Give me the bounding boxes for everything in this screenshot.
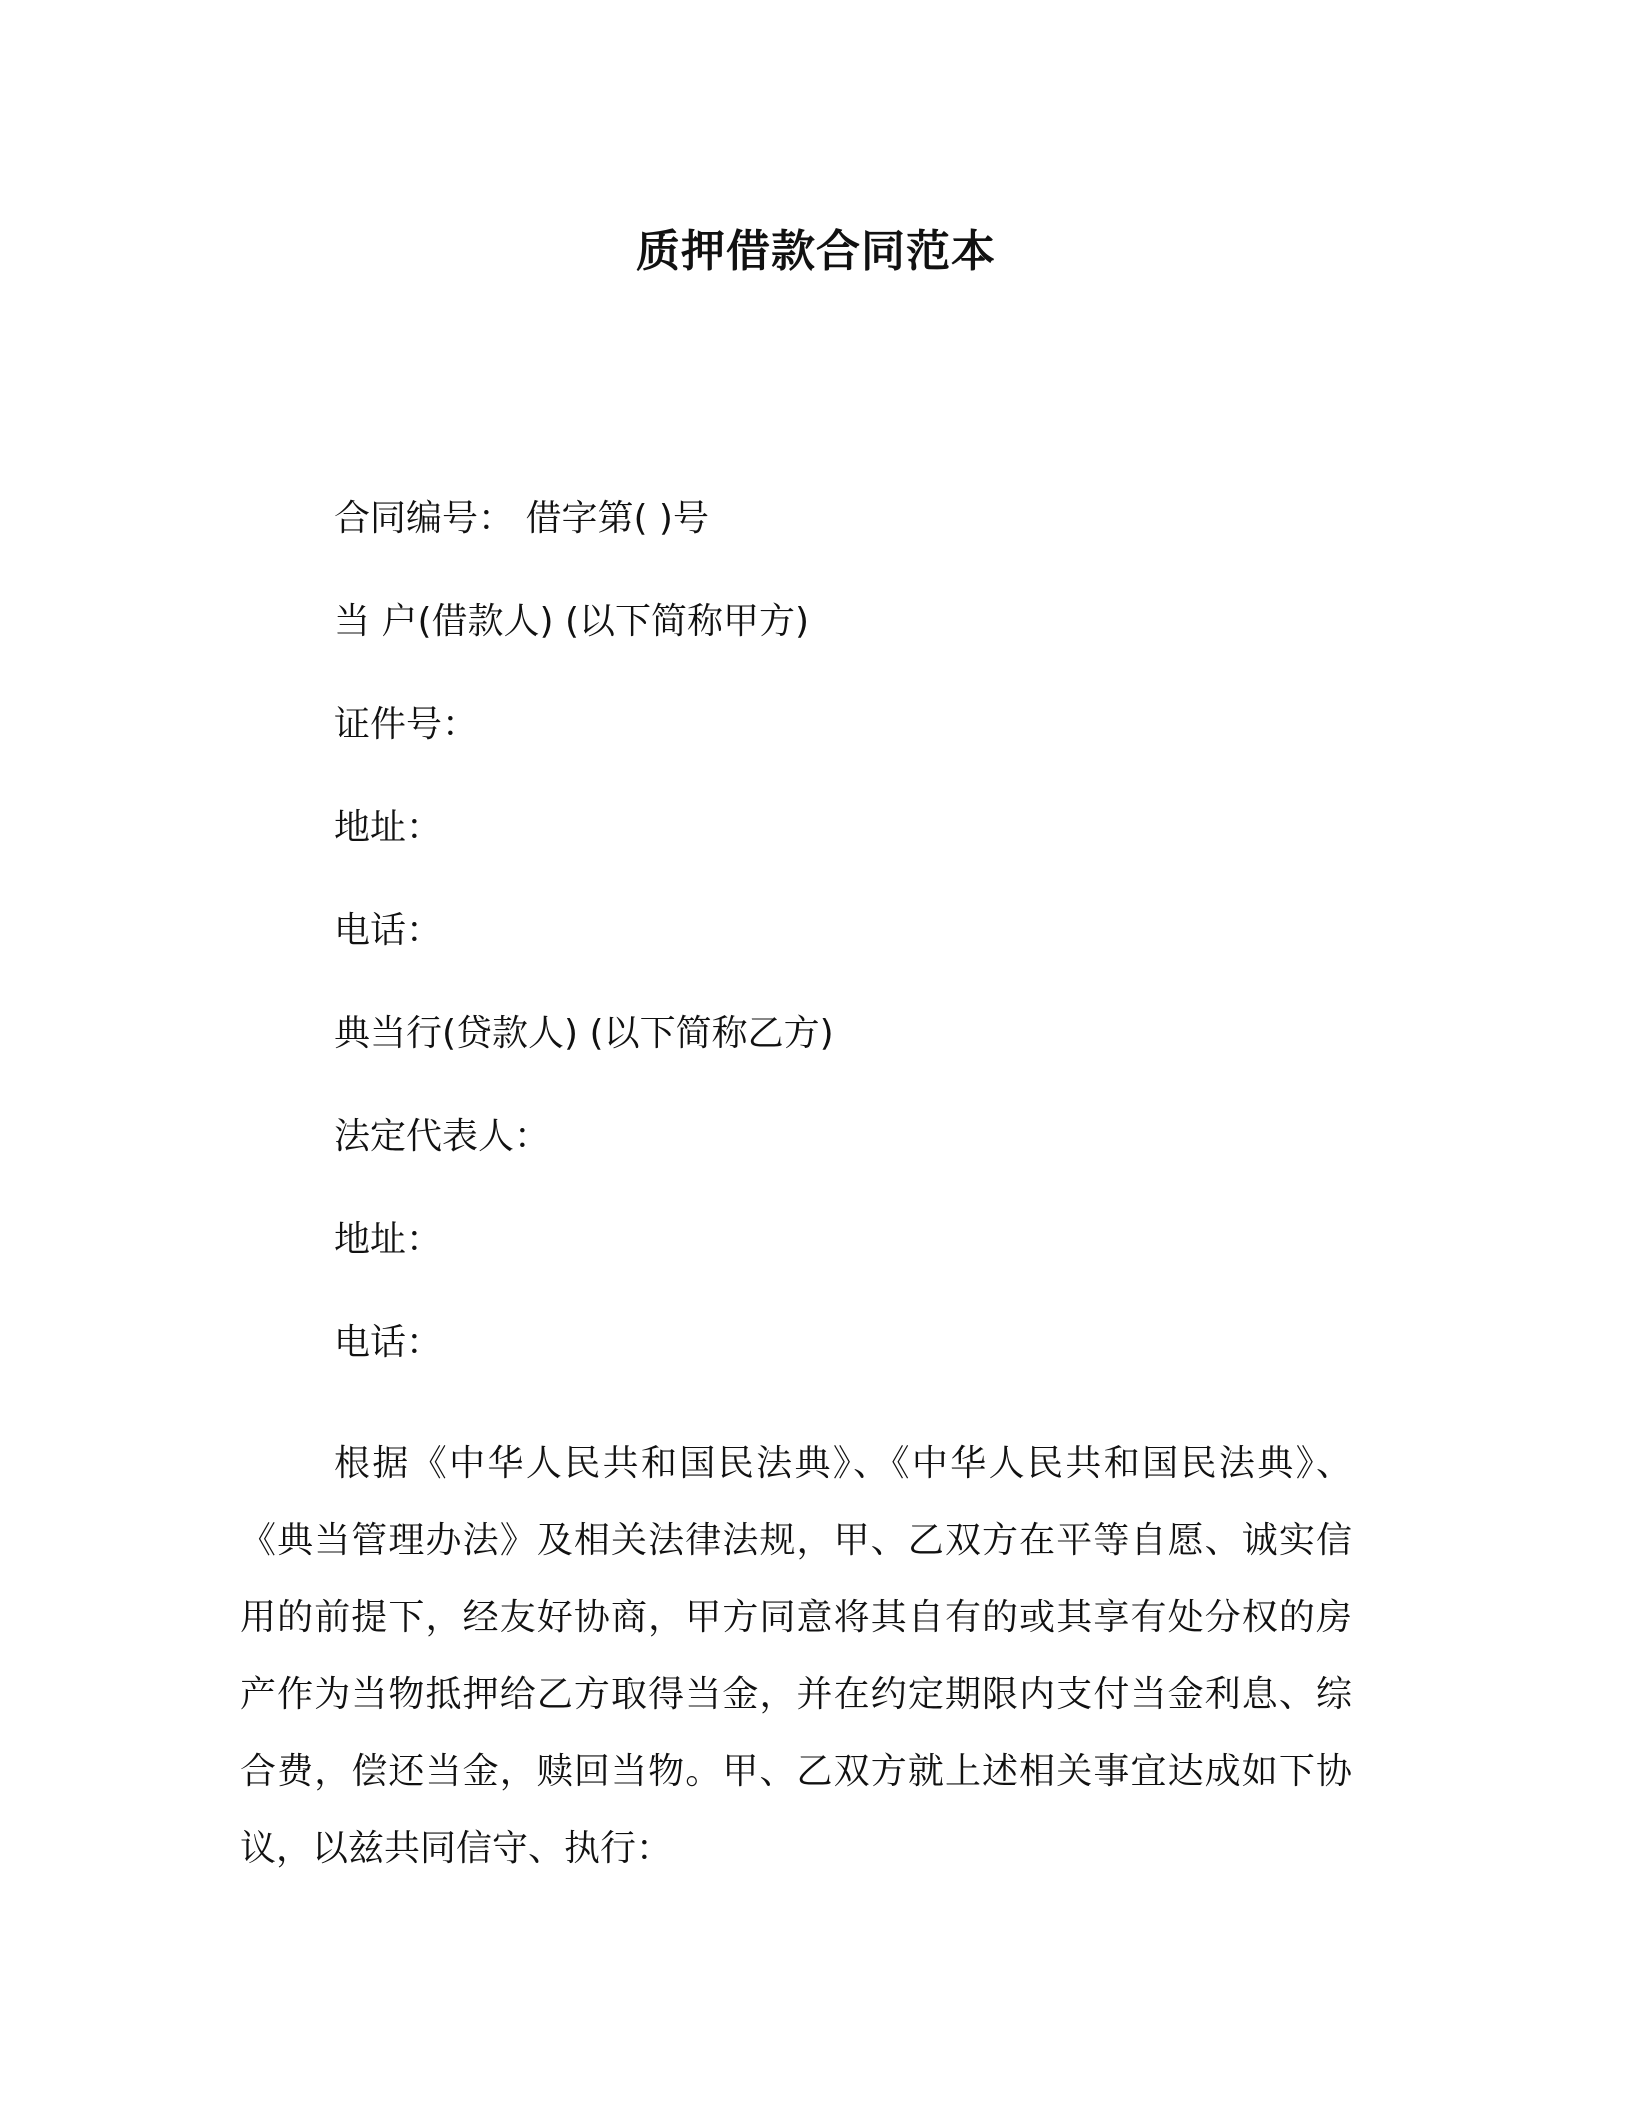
preamble-paragraph [240, 1425, 1352, 1887]
paragraph-line: 根据《中华人民共和国民法典》、《中华人民共和国民法典》、 [334, 1443, 1352, 1484]
paragraph-line: 产作为当物抵押给乙方取得当金，并在约定期限内支付当金利息、综 [240, 1674, 1352, 1715]
paragraph-line: 用的前提下，经友好协商，甲方同意将其自有的或其享有处分权的房 [240, 1597, 1352, 1638]
paragraph-line: 《典当管理办法》及相关法律法规，甲、乙双方在平等自愿、诚实信 [240, 1520, 1352, 1561]
party-b-legal-representative: 法定代表人： [334, 1116, 551, 1157]
paragraph-line: 合费，偿还当金，赎回当物。甲、乙双方就上述相关事宜达成如下协 [240, 1751, 1352, 1792]
contract-number-field: 合同编号： 借字第( )号 [334, 498, 709, 539]
document-title: 质押借款合同范本 [636, 226, 996, 277]
party-b-address: 地址： [334, 1219, 443, 1260]
party-a-heading: 当 户(借款人) (以下简称甲方) [334, 601, 810, 642]
party-a-phone: 电话： [334, 910, 443, 951]
paragraph-line: 议，以兹共同信守、执行： [240, 1828, 673, 1869]
party-b-phone: 电话： [334, 1322, 443, 1363]
party-a-address: 地址： [334, 807, 443, 848]
party-a-id-number: 证件号： [334, 704, 479, 745]
party-b-heading: 典当行(贷款人) (以下简称乙方) [334, 1013, 834, 1054]
